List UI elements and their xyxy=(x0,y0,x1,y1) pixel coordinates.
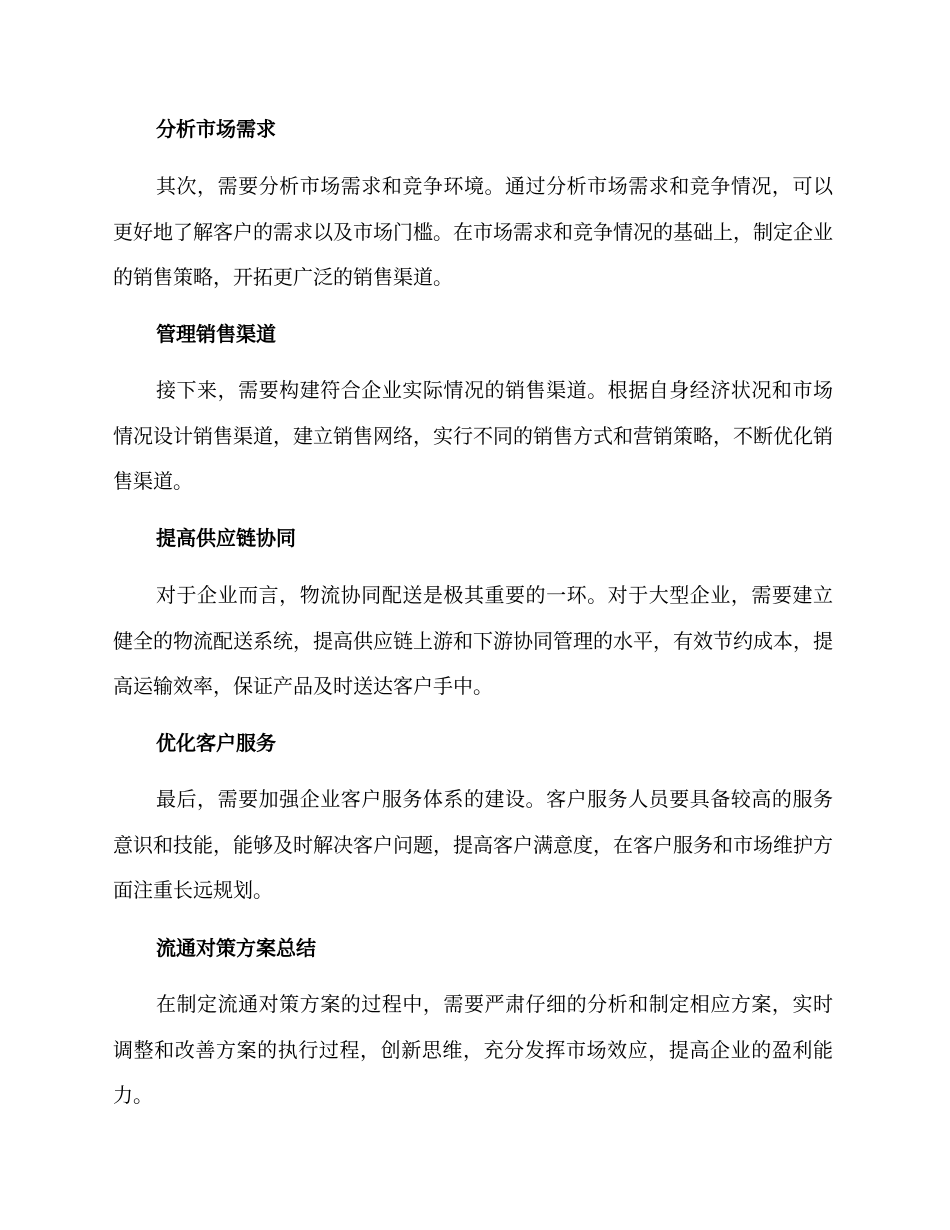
section-body-customer-service: 最后，需要加强企业客户服务体系的建设。客户服务人员要具备较高的服务意识和技能，能够及时解决客户问题，提高客户满意度，在客户服务和市场维护方面注重长远规划。 xyxy=(113,787,833,902)
section-heading-customer-service: 优化客户服务 xyxy=(156,731,276,755)
section-heading-supply-chain: 提高供应链协同 xyxy=(156,526,296,550)
section-body-supply-chain: 对于企业而言，物流协同配送是极其重要的一环。对于大型企业，需要建立健全的物流配送系统，提高供应链上游和下游协同管理的水平，有效节约成本，提高运输效率，保证产品及时送达客户手中。 xyxy=(113,583,833,698)
section-body-summary: 在制定流通对策方案的过程中，需要严肃仔细的分析和制定相应方案，实时调整和改善方案的执行过程，创新思维，充分发挥市场效应，提高企业的盈利能力。 xyxy=(113,992,833,1107)
section-heading-sales-channels: 管理销售渠道 xyxy=(156,322,276,346)
section-body-market-demand: 其次，需要分析市场需求和竞争环境。通过分析市场需求和竞争情况，可以更好地了解客户的需求以及市场门槛。在市场需求和竞争情况的基础上，制定企业的销售策略，开拓更广泛的销售渠道。 xyxy=(113,174,833,289)
section-heading-summary: 流通对策方案总结 xyxy=(156,936,316,960)
section-body-sales-channels: 接下来，需要构建符合企业实际情况的销售渠道。根据自身经济状况和市场情况设计销售渠道，建立销售网络，实行不同的销售方式和营销策略，不断优化销售渠道。 xyxy=(113,378,833,493)
section-heading-market-demand: 分析市场需求 xyxy=(156,117,276,141)
